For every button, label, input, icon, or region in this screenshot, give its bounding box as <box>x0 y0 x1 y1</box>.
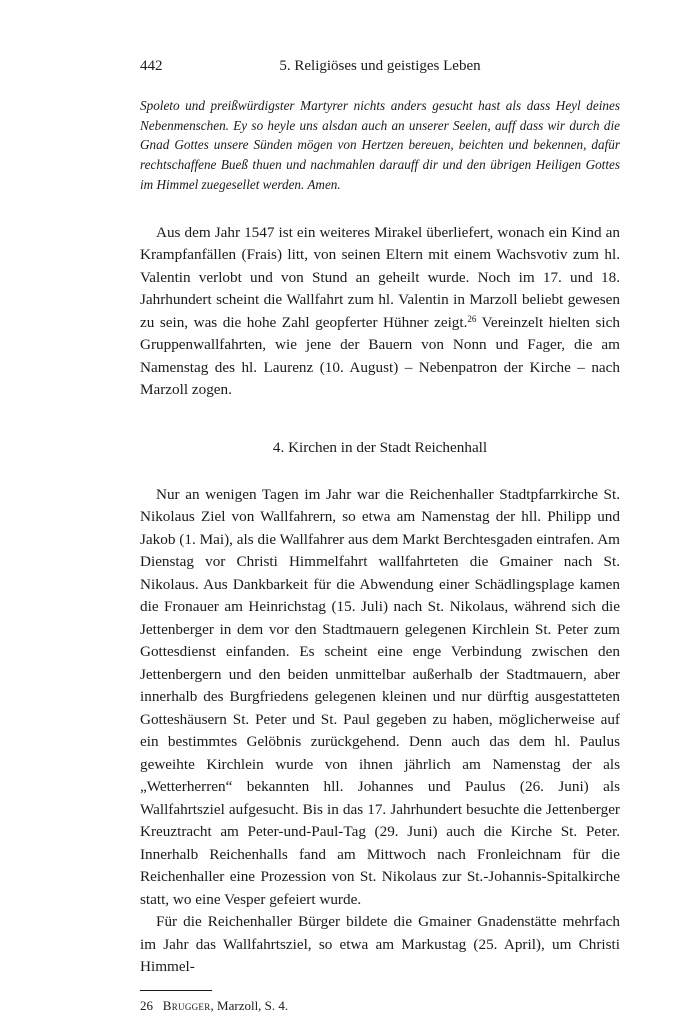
footnote-number: 26 <box>140 997 153 1013</box>
paragraph-reichenhall: Nur an wenigen Tagen im Jahr war die Reichenhaller Stadtpfarrkirche St. Nikolaus Ziel von Wallfahrern, so etwa am Namenstag der hll. Philipp und Jakob (1. Mai), als die Wallfahrer aus dem Markt Berchtesgaden eintrafen. Am Dienstag vor Christi Himmelfahrt wallfahrteten die Gmainer nach St. Nikolaus. Aus Dankbarkeit für die Abwendung einer Schädlingsplage kamen die Fronauer am Heinrichstag (15. Juli) nach St. Nikolaus, während sich die Jettenberger in dem vor den Stadtmauern gelegenen Kirchlein St. Peter zum Gottesdienst einfanden. Es scheint eine enge Verbindung zwischen den Jettenbergern und den beiden unmittelbar außerhalb der Stadtmauern, aber innerhalb des Burgfriedens gelegenen kleinen und nur dürftig ausgestatteten Gotteshäusern St. Peter und St. Paul gegeben zu haben, möglicherweise auf ein bestimmtes Gelöbnis zurückgehend. Denn auch das dem hl. Paulus geweihte Kirchlein wurde von ihnen jährlich am Namenstag der als „Wetterherren“ bekannten hll. Johannes und Paulus (26. Juni) als Wallfahrtsziel aufgesucht. Bis in das 17. Jahrhundert besuchte die Jettenberger Kreuztracht am Peter-und-Paul-Tag (29. Juni) auch die Kirche St. Peter. Innerhalb Reichenhalls fand am Mittwoch nach Fronleichnam für die Reichenhaller eine Prozession von St. Nikolaus zur St.-Johannis-Spitalkirche statt, wo eine Vesper gefeiert wurde. <box>140 485 620 908</box>
footnote-text: , Marzoll, S. 4. <box>210 997 289 1013</box>
paragraph-text: Vereinzelt hielten sich Gruppenwallfahrten, wie jene der Bauern von Nonn und Fager, die am Namenstag des hl. Laurenz (10. August) – Nebenpatron der Kirche – nach Marzoll zogen. <box>140 313 620 399</box>
prayer-quote: Spoleto und preißwürdigster Martyrer nichts anders gesucht hast als dass Heyl deines Nebenmenschen. Ey so heyle uns alsdan auch an unserer Seelen, auff dass wir durch die Gnad Gottes unsere Sünden mögen von Hertzen bereuen, beichten und bekennen, dafür rechtschaffene Bueß thuen und nachmahlen darauff dir und den übrigen Heiligen Gottes im Himmel zuegesellet werden. Amen. <box>140 98 620 192</box>
footnote-reference[interactable]: 26 <box>467 313 477 324</box>
paragraph-marzoll <box>140 222 620 402</box>
footnote <box>140 998 620 1014</box>
paragraph-text: Aus dem Jahr 1547 ist ein weiteres Mirakel überliefert, wonach ein Kind an Krampfanfällen (Frais) litt, von seinen Eltern mit einem Wachsvotiv zum hl. Valentin verlobt und von Stund an geheilt wurde. Noch im 17. und 18. Jahrhundert scheint die Wallfahrt zum hl. Valentin in Marzoll beliebt gewesen zu sein, was die hohe Zahl geopferter Hühner zeigt. <box>140 223 620 331</box>
footnote-divider <box>140 990 212 991</box>
page-number: 442 <box>140 58 163 74</box>
section-heading: 4. Kirchen in der Stadt Reichenhall <box>272 438 488 456</box>
page-header <box>140 58 620 80</box>
footnote-author: Brugger <box>162 997 211 1013</box>
book-page <box>140 58 620 1014</box>
running-head: 5. Religiöses und geistiges Leben <box>279 58 481 74</box>
paragraph-gmain: Für die Reichenhaller Bürger bildete die Gmainer Gnadenstätte mehrfach im Jahr das Wallfahrtsziel, so etwa am Markustag (25. April), um Christi Himmel- <box>140 913 620 976</box>
